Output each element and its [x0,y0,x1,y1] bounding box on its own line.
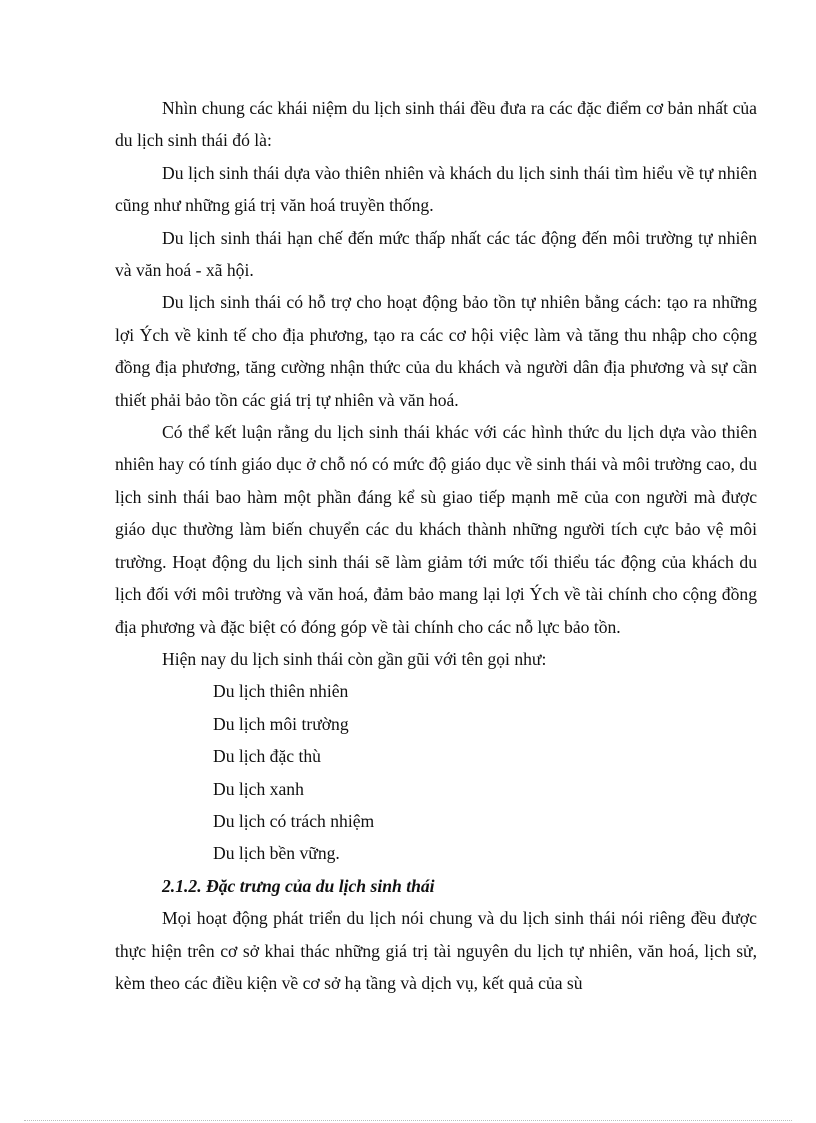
list-item: Du lịch môi trường [213,713,349,734]
ecotourism-names-list [115,675,757,869]
document-body [115,92,757,999]
paragraph-names-intro: Hiện nay du lịch sinh thái còn gần gũi với tên gọi như: [162,648,547,669]
paragraph-low-impact: Du lịch sinh thái hạn chế đến mức thấp nhất các tác động đến môi trường tự nhiên và văn hoá - xã hội. [115,227,757,281]
list-item: Du lịch thiên nhiên [213,681,349,702]
paragraph-nature-based: Du lịch sinh thái dựa vào thiên nhiên và khách du lịch sinh thái tìm hiểu về tự nhiên cũng như những giá trị văn hoá truyền thống. [115,162,757,216]
paragraph-summary-intro: Nhìn chung các khái niệm du lịch sinh thái đều đưa ra các đặc điểm cơ bản nhất của du lịch sinh thái đó là: [115,98,757,151]
paragraph-conservation-support: Du lịch sinh thái có hỗ trợ cho hoạt động bảo tồn tự nhiên bằng cách: tạo ra những lợi Ých về kinh tế cho địa phương, tạo ra các cơ hội việc làm và tăng thu nhập cho cộng đồng địa phương, tăng cường nhận thức của du khách và người dân địa phương và sự cần thiết phải bảo tồn các giá trị tự nhiên và văn hoá. [115,292,757,410]
list-item: Du lịch có trách nhiệm [213,810,375,831]
list-item: Du lịch bền vững. [213,843,340,864]
list-item: Du lịch đặc thù [213,746,321,767]
list-item: Du lịch xanh [213,778,304,799]
paragraph-development-basis: Mọi hoạt động phát triển du lịch nói chung và du lịch sinh thái nói riêng đều được thực hiện trên cơ sở khai thác những giá trị tài nguyên du lịch tự nhiên, văn hoá, lịch sử, kèm theo các điều kiện về cơ sở hạ tầng và dịch vụ, kết quả của sù [115,908,757,993]
section-heading: 2.1.2. Đặc trưng của du lịch sinh thái [162,875,435,896]
page-bottom-divider [24,1120,792,1121]
paragraph-conclusion: Có thể kết luận rằng du lịch sinh thái khác với các hình thức du lịch dựa vào thiên nhiên hay có tính giáo dục ở chỗ nó có mức độ giáo dục về sinh thái và môi trường cao, du lịch sinh thái bao hàm một phần đáng kể sù giao tiếp mạnh mẽ của con người mà được giáo dục thường làm biến chuyển các du khách thành những người tích cực bảo vệ môi trường. Hoạt động du lịch sinh thái sẽ làm giảm tới mức tối thiểu tác động của khách du lịch đối với môi trường và văn hoá, đảm bảo mang lại lợi Ých về tài chính cho cộng đồng địa phương và đặc biệt có đóng góp về tài chính cho các nỗ lực bảo tồn. [115,422,757,637]
